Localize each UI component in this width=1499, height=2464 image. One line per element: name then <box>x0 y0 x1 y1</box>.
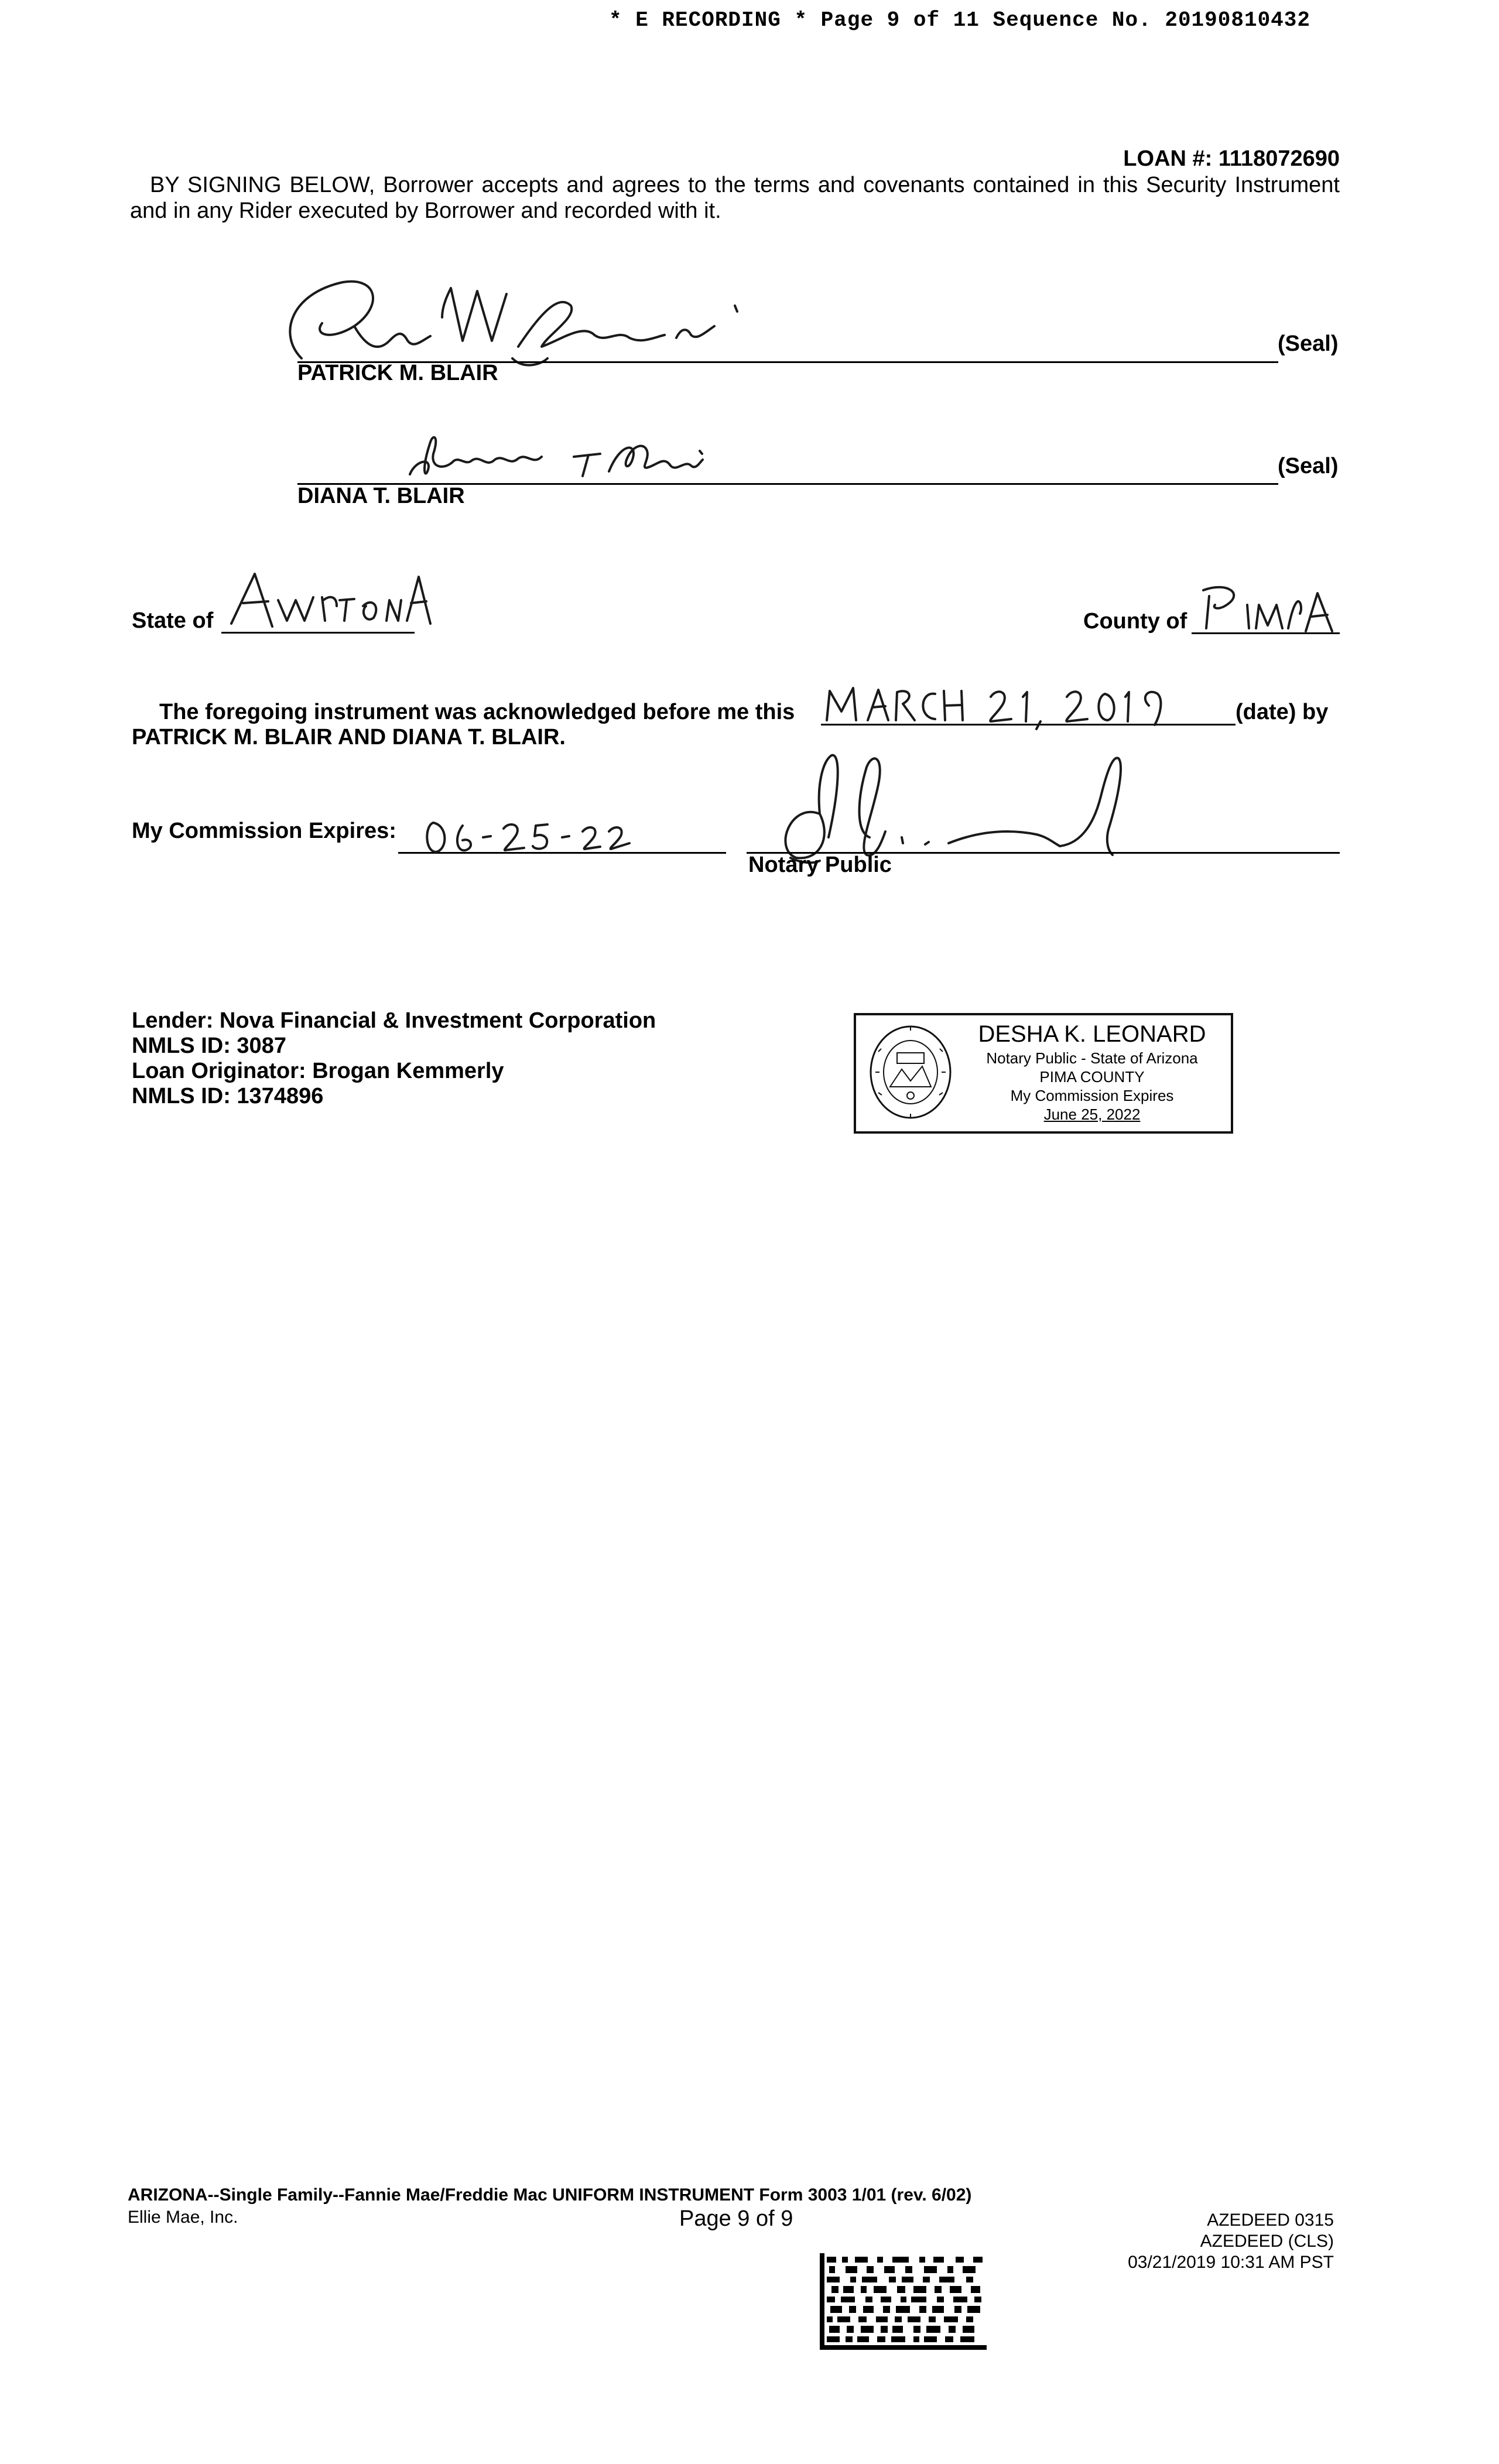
borrower-2-name: DIANA T. BLAIR <box>297 484 465 508</box>
print-timestamp: 03/21/2019 10:31 AM PST <box>1128 2253 1334 2272</box>
arizona-state-seal-icon <box>867 1022 954 1122</box>
notary-stamp-line-3: My Commission Expires <box>1010 1087 1174 1104</box>
ack-date-handwritten <box>821 679 1237 732</box>
form-title: ARIZONA--Single Family--Fannie Mae/Freddie Mac UNIFORM INSTRUMENT Form 3003 1/01 (rev. 6/02) <box>128 2185 972 2205</box>
borrower-1-name: PATRICK M. BLAIR <box>297 361 498 385</box>
ack-signers: PATRICK M. BLAIR AND DIANA T. BLAIR. <box>132 725 566 750</box>
notary-stamp-line-1: Notary Public - State of Arizona <box>986 1049 1198 1067</box>
loan-number: LOAN #: 1118072690 <box>1123 146 1340 171</box>
notary-stamp <box>854 1013 1233 1134</box>
recording-header: * E RECORDING * Page 9 of 11 Sequence No. 20190810432 <box>609 8 1310 32</box>
ack-statement-prefix: The foregoing instrument was acknowledged before me this <box>159 700 795 724</box>
borrower-2-signature <box>398 425 726 489</box>
state-handwritten-value <box>223 565 439 635</box>
notary-stamp-name: DESHA K. LEONARD <box>978 1021 1206 1047</box>
notary-stamp-line-2: PIMA COUNTY <box>1039 1068 1145 1086</box>
county-label: County of <box>1083 609 1187 634</box>
signing-statement: BY SIGNING BELOW, Borrower accepts and agrees to the terms and covenants contained in this Security Instrument and in any Rider executed by Borrower and recorded with it. <box>130 173 1340 223</box>
lender-nmls: NMLS ID: 3087 <box>132 1033 286 1058</box>
notary-public-label: Notary Public <box>748 853 892 877</box>
commission-handwritten-value <box>422 814 656 858</box>
page-number: Page 9 of 9 <box>679 2206 793 2231</box>
borrower-1-seal: (Seal) <box>1278 331 1339 356</box>
loan-originator: Loan Originator: Brogan Kemmerly <box>132 1059 504 1083</box>
originator-nmls: NMLS ID: 1374896 <box>132 1084 324 1108</box>
document-code-2: AZEDEED (CLS) <box>1200 2232 1334 2251</box>
notary-stamp-line-4: June 25, 2022 <box>1043 1106 1141 1123</box>
document-code: AZEDEED 0315 <box>1207 2210 1334 2230</box>
state-label: State of <box>132 608 214 633</box>
barcode-icon <box>820 2253 987 2350</box>
county-handwritten-value <box>1192 579 1344 637</box>
ack-statement-suffix: (date) by <box>1236 700 1329 724</box>
lender-name: Lender: Nova Financial & Investment Corporation <box>132 1008 656 1033</box>
borrower-2-seal: (Seal) <box>1278 454 1339 478</box>
vendor-name: Ellie Mae, Inc. <box>128 2208 238 2227</box>
commission-label: My Commission Expires: <box>132 819 396 843</box>
